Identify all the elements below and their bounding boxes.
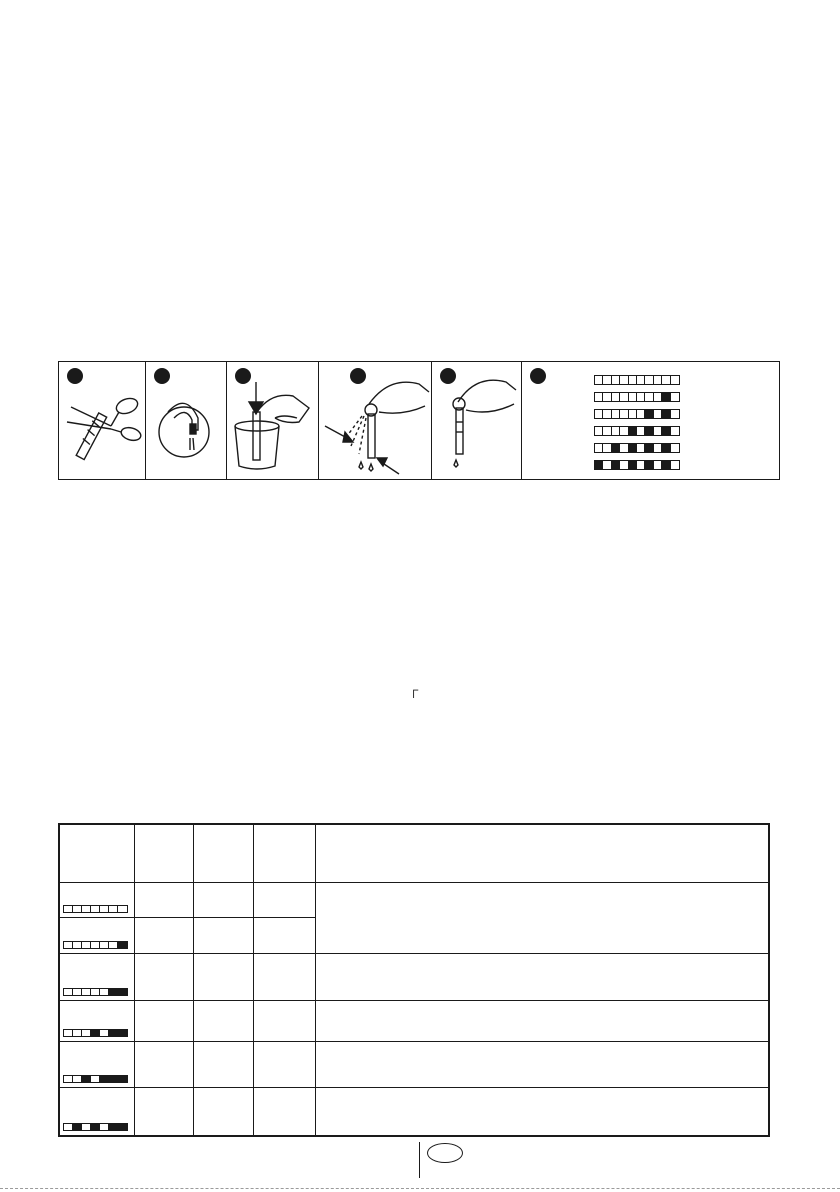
step-2-panel — [146, 362, 227, 479]
hardness-strip — [63, 1123, 128, 1131]
table-cell — [254, 1088, 316, 1135]
corner-mark: ┌ — [409, 682, 419, 697]
hardness-strip — [63, 1029, 128, 1037]
table-row — [60, 954, 768, 1001]
table-cell-description — [316, 1042, 768, 1087]
hardness-strip — [63, 941, 128, 949]
table-row — [60, 918, 768, 954]
hardness-strip — [63, 1075, 128, 1083]
table-cell — [135, 1088, 194, 1135]
table-cell-description — [316, 1001, 768, 1041]
color-scale-strip — [594, 426, 680, 436]
step-1-panel — [59, 362, 146, 479]
table-cell — [135, 1001, 194, 1041]
header-cell — [135, 825, 194, 882]
color-scale-strip — [594, 460, 680, 470]
footer-divider — [419, 1142, 420, 1178]
header-cell — [194, 825, 254, 882]
table-cell — [254, 918, 316, 954]
table-row — [60, 1088, 768, 1135]
table-cell-description — [316, 1088, 768, 1135]
table-header-row — [60, 825, 768, 883]
table-cell — [194, 1001, 254, 1041]
table-cell — [135, 1042, 194, 1087]
table-cell — [135, 954, 194, 1000]
shake-strip-icon — [319, 362, 431, 479]
table-cell — [194, 954, 254, 1000]
color-scale-strip — [594, 375, 680, 385]
hardness-strip — [63, 988, 128, 996]
water-hardness-test-steps — [58, 361, 780, 480]
table-row — [60, 1001, 768, 1042]
table-cell — [135, 918, 194, 954]
header-cell — [60, 825, 135, 882]
step-5-panel — [432, 362, 522, 479]
table-cell-description — [316, 954, 768, 1000]
table-cell — [254, 954, 316, 1000]
step-number-badge — [530, 368, 546, 384]
table-row — [60, 1042, 768, 1088]
table-cell — [194, 1042, 254, 1087]
step-6-panel — [522, 362, 779, 479]
table-cell — [254, 883, 316, 918]
dip-strip-in-water-icon — [227, 362, 318, 479]
step-4-panel — [319, 362, 432, 479]
table-cell — [254, 1042, 316, 1087]
scissors-cut-strip-icon — [59, 362, 145, 479]
step-3-panel — [227, 362, 319, 479]
water-hardness-table — [58, 823, 770, 1137]
color-scale-strip — [594, 443, 680, 453]
table-cell — [194, 918, 254, 954]
wait-strip-icon — [432, 362, 521, 479]
header-cell — [254, 825, 316, 882]
header-cell — [316, 825, 768, 882]
table-cell — [254, 1001, 316, 1041]
language-badge — [427, 1143, 463, 1163]
color-scale-strip — [594, 409, 680, 419]
table-cell — [194, 883, 254, 918]
hardness-strip — [63, 905, 128, 913]
color-scale-strip — [594, 392, 680, 402]
page-edge — [0, 1188, 840, 1189]
tap-water-glass-icon — [146, 362, 226, 479]
table-cell — [135, 883, 194, 918]
table-cell — [194, 1088, 254, 1135]
